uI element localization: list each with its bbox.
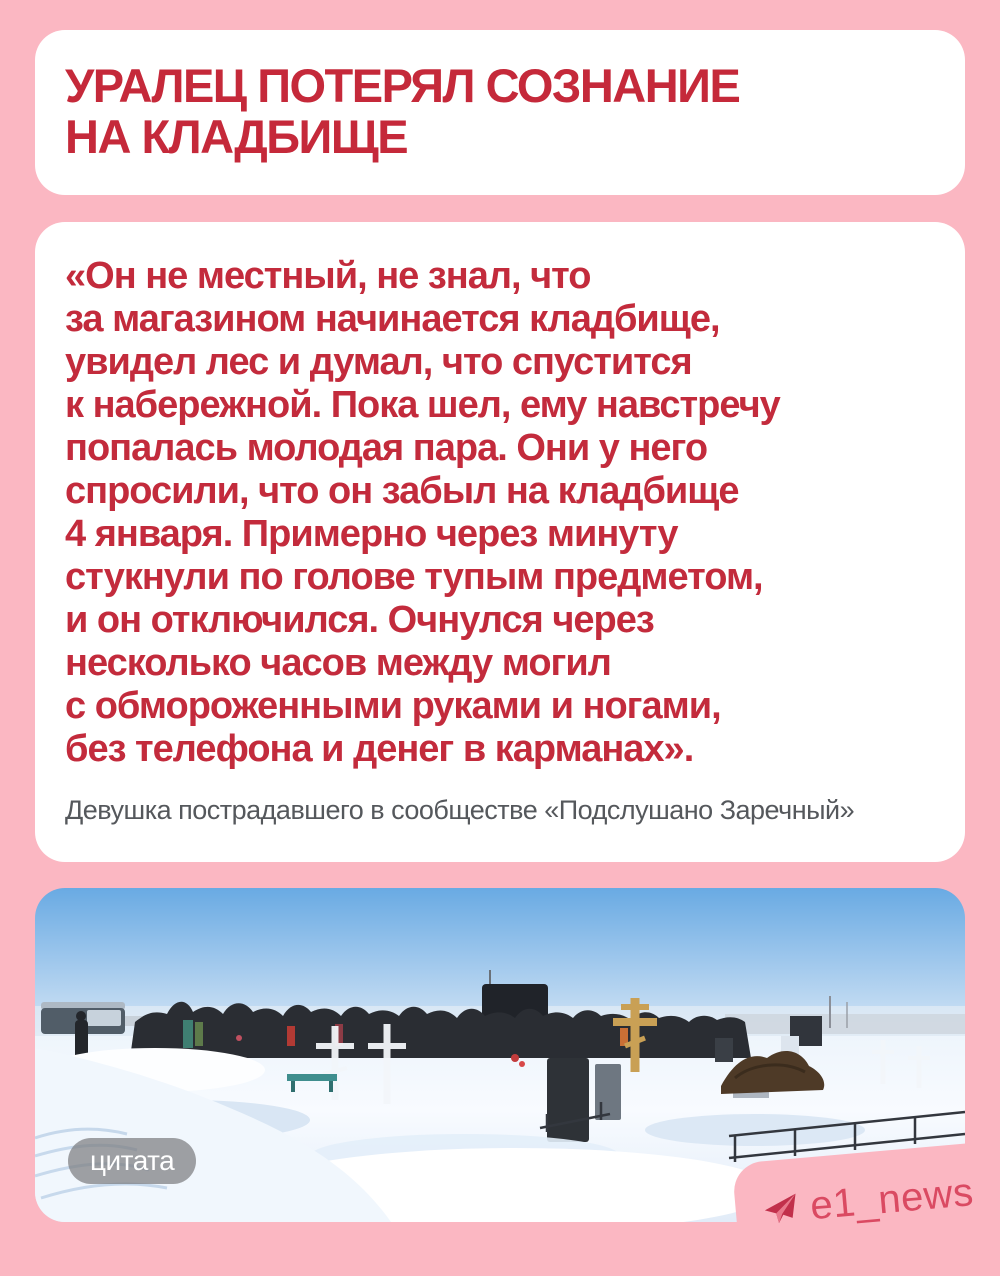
quote-text: «Он не местный, не знал, что за магазином начинается кладбище, увидел лес и думал, что спустится к набережной. Пока шел, ему навстречу попалась молодая пара. Они у него спросили, что он забыл на кладбище 4 января. Примерно через минуту стукнули по голове тупым предметом, и он отключился. Очнулся через несколько часов между могил с обмороженными руками и ногами, без телефона и денег в карманах».: [65, 255, 780, 770]
quote-attribution: Девушка пострадавшего в сообществе «Подслушано Заречный»: [65, 795, 855, 825]
title-line: НА КЛАДБИЩЕ: [65, 110, 408, 163]
quote-card: [35, 222, 965, 862]
title-card: [35, 30, 965, 195]
paper-plane-icon: [761, 1191, 800, 1226]
channel-name: e1_news: [808, 1169, 976, 1228]
page-title: [65, 60, 937, 162]
cemetery-photo-block: [35, 888, 976, 1228]
title-line: УРАЛЕЦ ПОТЕРЯЛ СОЗНАНИЕ: [65, 59, 740, 112]
quote-type-badge: цитата: [68, 1138, 196, 1184]
channel-watermark[interactable]: [732, 1141, 1000, 1276]
